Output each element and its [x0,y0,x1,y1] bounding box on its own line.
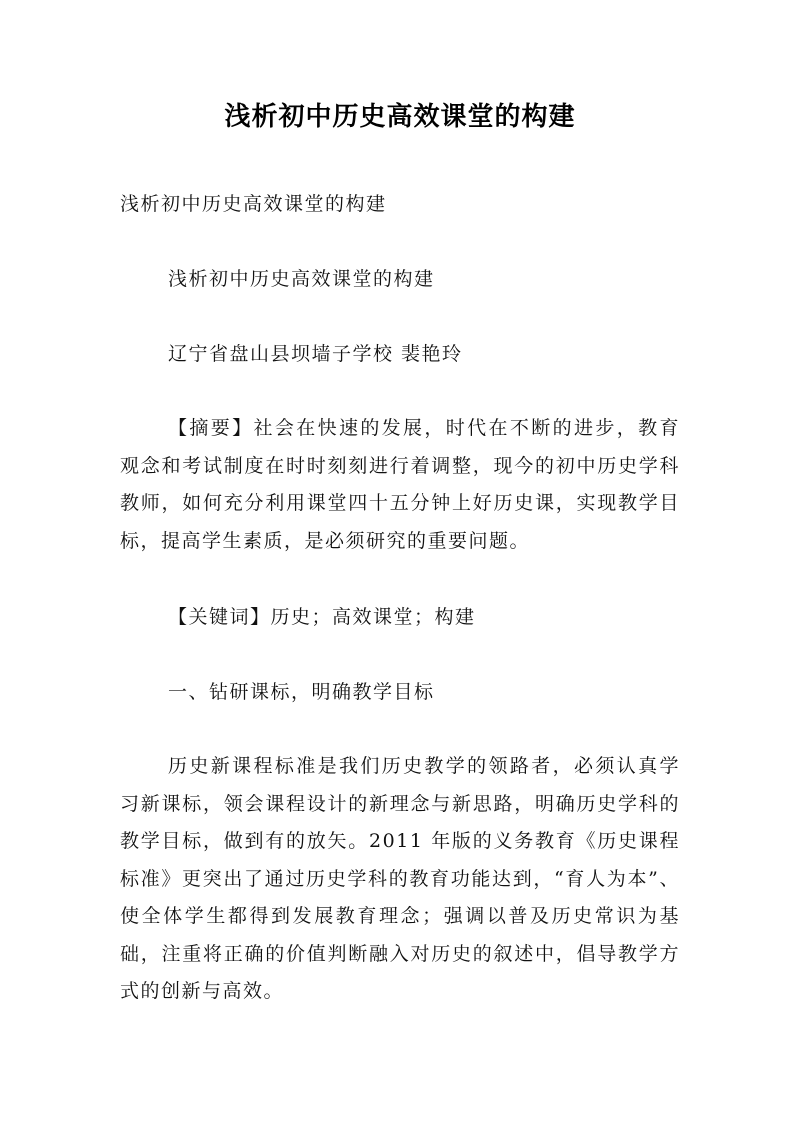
section-heading: 一、钻研课标，明确教学目标 [168,681,435,703]
inner-title-line: 浅析初中历史高效课堂的构建 [168,268,435,290]
author-line: 辽宁省盘山县坝墙子学校 裴艳玲 [168,343,463,365]
page-title: 浅析初中历史高效课堂的构建 [224,102,576,132]
subtitle-line: 浅析初中历史高效课堂的构建 [120,193,387,215]
keywords-line: 【关键词】历史；高效课堂；构建 [168,606,476,628]
body-paragraph: 历史新课程标准是我们历史教学的领路者，必须认真学习新课标，领会课程设计的新理念与新思路，明确历史学科的教学目标，做到有的放矢。2011 年版的义务教育《历史课程标准》更突出了通过历史学科的教育功能达到，“育人为本”、使全体学生都得到发展教育理念；强调以普及历史常识为基础，注重将正确的价值判断融入对历史的叙述中，倡导教学方式的创新与高效。 [120,755,680,1002]
abstract-paragraph: 【摘要】社会在快速的发展，时代在不断的进步，教育观念和考试制度在时时刻刻进行着调整，现今的初中历史学科教师，如何充分利用课堂四十五分钟上好历史课，实现教学目标，提高学生素质，是必须研究的重要问题。 [120,417,680,552]
